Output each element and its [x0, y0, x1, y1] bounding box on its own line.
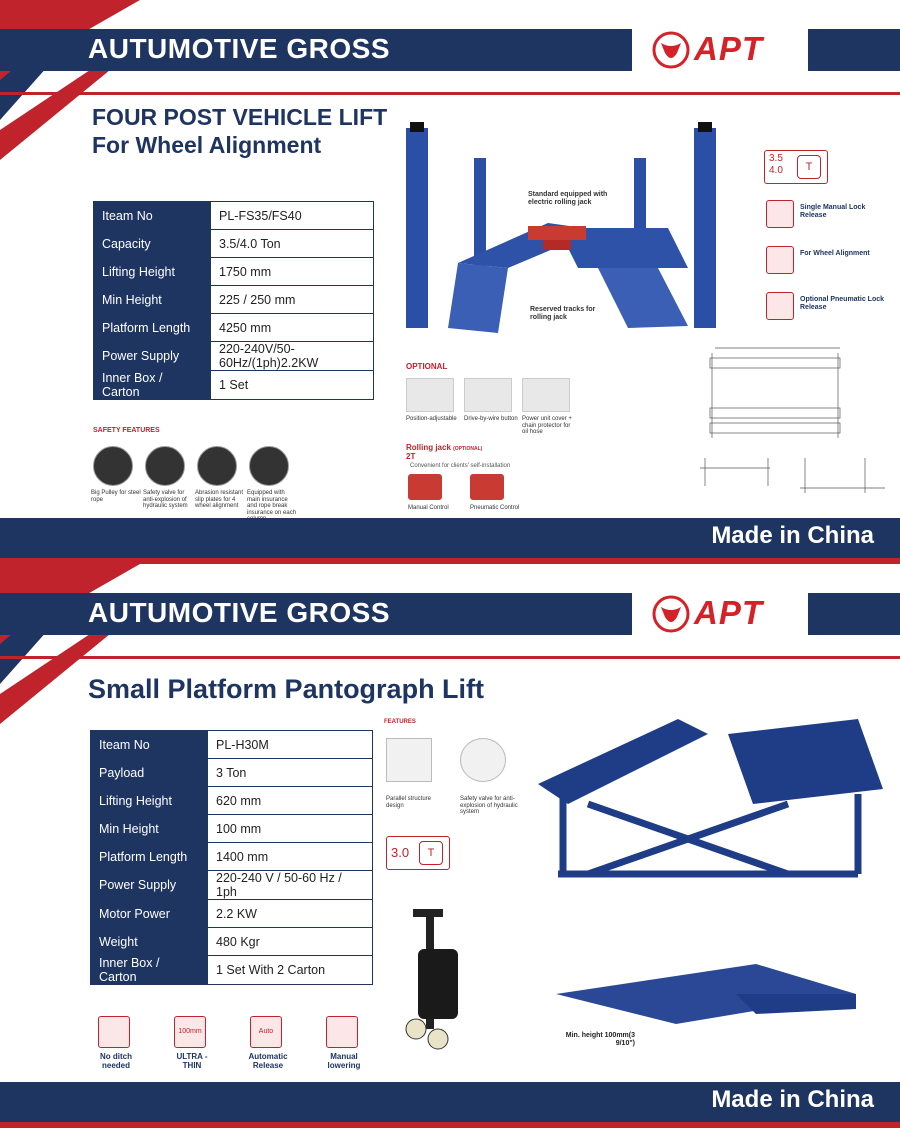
- manual-lowering-icon: [326, 1016, 358, 1048]
- spec-row: [94, 258, 374, 286]
- spec-value: 2.2 KW: [208, 900, 373, 928]
- spec-row: [94, 286, 374, 314]
- spec-row: [91, 815, 373, 843]
- spec-row: [91, 787, 373, 815]
- jack-image: [408, 474, 442, 500]
- jack-label: Manual Control: [408, 505, 449, 511]
- spec-table: [90, 730, 373, 985]
- spec-value: 1750 mm: [211, 258, 374, 286]
- spec-value: 3 Ton: [208, 759, 373, 787]
- apt-logo: [652, 30, 792, 70]
- spec-key: Capacity: [94, 230, 211, 258]
- product-title: [92, 103, 387, 159]
- spec-value: 480 Kgr: [208, 928, 373, 956]
- optional-label: Drive-by-wire button: [464, 416, 518, 422]
- spec-key: Weight: [91, 928, 208, 956]
- power-unit-image: [398, 899, 478, 1059]
- capacity-badge-text: 3.5 4.0: [769, 153, 783, 176]
- spec-value: 225 / 250 mm: [211, 286, 374, 314]
- spec-value: 1 Set: [211, 371, 374, 400]
- optional-label: Position-adjustable: [406, 416, 457, 422]
- no-ditch-icon: [98, 1016, 130, 1048]
- jack-label: Pneumatic Control: [470, 505, 520, 511]
- spec-key: Payload: [91, 759, 208, 787]
- feature-image: [460, 738, 506, 782]
- title-line-2: For Wheel Alignment: [92, 132, 322, 158]
- spec-value: PL-H30M: [208, 731, 373, 759]
- spec-row: [91, 956, 373, 985]
- spec-row: [91, 731, 373, 759]
- optional-image: [406, 378, 454, 412]
- weight-icon: T: [419, 841, 443, 865]
- spec-key: Power Supply: [94, 342, 211, 371]
- bull-icon: [652, 595, 690, 633]
- spec-key: Iteam No: [91, 731, 208, 759]
- spec-row: [94, 342, 374, 371]
- header-title: AUTUMOTIVE GROSS: [88, 33, 391, 64]
- spec-value: 3.5/4.0 Ton: [211, 230, 374, 258]
- weight-icon: T: [797, 155, 821, 179]
- spec-row: [94, 230, 374, 258]
- jack-capacity: 2T: [406, 452, 416, 461]
- right-feature-label: Optional Pneumatic Lock Release: [800, 296, 885, 311]
- spec-row: [91, 928, 373, 956]
- spec-key: Iteam No: [94, 202, 211, 230]
- spec-value: 220-240 V / 50-60 Hz / 1ph: [208, 871, 373, 900]
- features-title: FEATURES: [384, 719, 416, 725]
- spec-key: Power Supply: [91, 871, 208, 900]
- header-title: AUTUMOTIVE GROSS: [88, 597, 391, 628]
- bottom-icon-label: No ditch needed: [100, 1052, 132, 1070]
- callout-jack: Standard equipped with electric rolling jack: [528, 191, 608, 206]
- spec-row: [91, 843, 373, 871]
- spec-key: Min Height: [91, 815, 208, 843]
- spec-row: [94, 202, 374, 230]
- spec-key: Min Height: [94, 286, 211, 314]
- capacity-badge: [764, 150, 828, 184]
- safety-feature-label: Big Pulley for steel rope: [91, 490, 141, 503]
- footer-made-in: Made in China: [711, 522, 874, 549]
- spec-key: Inner Box / Carton: [91, 956, 208, 985]
- spec-row: [91, 759, 373, 787]
- header-divider: [0, 656, 900, 659]
- spec-value: 1 Set With 2 Carton: [208, 956, 373, 985]
- jack-image: [470, 474, 504, 500]
- safety-feature-image: [249, 446, 289, 486]
- spec-row: [94, 371, 374, 400]
- safety-title: SAFETY FEATURES: [93, 427, 160, 434]
- bottom-icon-label: ULTRA -THIN: [176, 1052, 208, 1070]
- spec-value: 100 mm: [208, 815, 373, 843]
- spec-key: Platform Length: [94, 314, 211, 342]
- spec-row: [91, 871, 373, 900]
- safety-feature-label: Equipped with main insurance and rope break insurance on each: [247, 490, 297, 516]
- auto-release-icon: Auto: [250, 1016, 282, 1048]
- rolling-jack-title: [406, 443, 482, 452]
- jack-note: Convenient for clients' self-installation: [410, 463, 511, 469]
- spec-value: 220-240V/50-60Hz/(1ph)2.2KW: [211, 342, 374, 371]
- header-right-bar: [808, 593, 900, 635]
- spec-value: 4250 mm: [211, 314, 374, 342]
- wheel-alignment-icon: [766, 246, 794, 274]
- spec-row: [91, 900, 373, 928]
- jack-optional: (OPTIONAL): [453, 446, 483, 452]
- sheet-pantograph-lift: [0, 564, 900, 1128]
- spec-value: 1400 mm: [208, 843, 373, 871]
- title-line-1: FOUR POST VEHICLE LIFT: [92, 104, 388, 130]
- spec-key: Platform Length: [91, 843, 208, 871]
- lock-release-icon: [766, 200, 794, 228]
- spec-key: Inner Box / Carton: [94, 371, 211, 400]
- logo-text: APT: [694, 30, 763, 67]
- bull-icon: [652, 31, 690, 69]
- spec-value: 620 mm: [208, 787, 373, 815]
- spec-value: PL-FS35/FS40: [211, 202, 374, 230]
- logo-text: APT: [694, 594, 763, 631]
- spec-key: Lifting Height: [94, 258, 211, 286]
- min-height-note: Min. height 100mm(3 9/10"): [565, 1032, 635, 1047]
- optional-image: [464, 378, 512, 412]
- spec-key: Lifting Height: [91, 787, 208, 815]
- optional-title: OPTIONAL: [406, 362, 448, 371]
- header-right-bar: [808, 29, 900, 71]
- safety-feature-image: [145, 446, 185, 486]
- jack-title: Rolling jack: [406, 443, 451, 452]
- optional-image: [522, 378, 570, 412]
- feature-image: [386, 738, 432, 782]
- safety-feature-image: [197, 446, 237, 486]
- feature-label: Parallel structure design: [386, 796, 432, 809]
- safety-feature-image: [93, 446, 133, 486]
- feature-label: Safety valve for anti-explosion of hydraulic system: [460, 796, 518, 815]
- callout-tracks: Reserved tracks for rolling jack: [530, 306, 596, 321]
- ultra-thin-icon: 100mm: [174, 1016, 206, 1048]
- footer-made-in: Made in China: [711, 1086, 874, 1113]
- capacity-badge: [386, 836, 450, 870]
- safety-feature-label: Safety valve for anti-explosion of hydraulic system: [143, 490, 188, 509]
- right-feature-label: For Wheel Alignment: [800, 250, 870, 257]
- dimension-drawing: [690, 338, 890, 498]
- capacity-badge-text: 3.0: [391, 845, 410, 860]
- spec-key: Motor Power: [91, 900, 208, 928]
- product-title: Small Platform Pantograph Lift: [88, 674, 485, 704]
- bottom-icon-label: Automatic Release: [248, 1052, 288, 1070]
- spec-row: [94, 314, 374, 342]
- safety-feature-label: Abrasion resistant slip plates for 4 wheel alignment: [195, 490, 244, 509]
- footer-divider: [0, 1122, 900, 1128]
- header-divider: [0, 92, 900, 95]
- right-feature-label: Single Manual Lock Release: [800, 204, 866, 219]
- bottom-icon-label: Manual lowering: [327, 1052, 361, 1070]
- apt-logo: [652, 594, 792, 634]
- lowered-lift-image: [556, 954, 866, 1034]
- pneumatic-release-icon: [766, 292, 794, 320]
- pantograph-lift-image: [528, 714, 890, 894]
- optional-label: Power unit cover + chain protector for oil hose: [522, 416, 572, 435]
- spec-table: [93, 201, 374, 400]
